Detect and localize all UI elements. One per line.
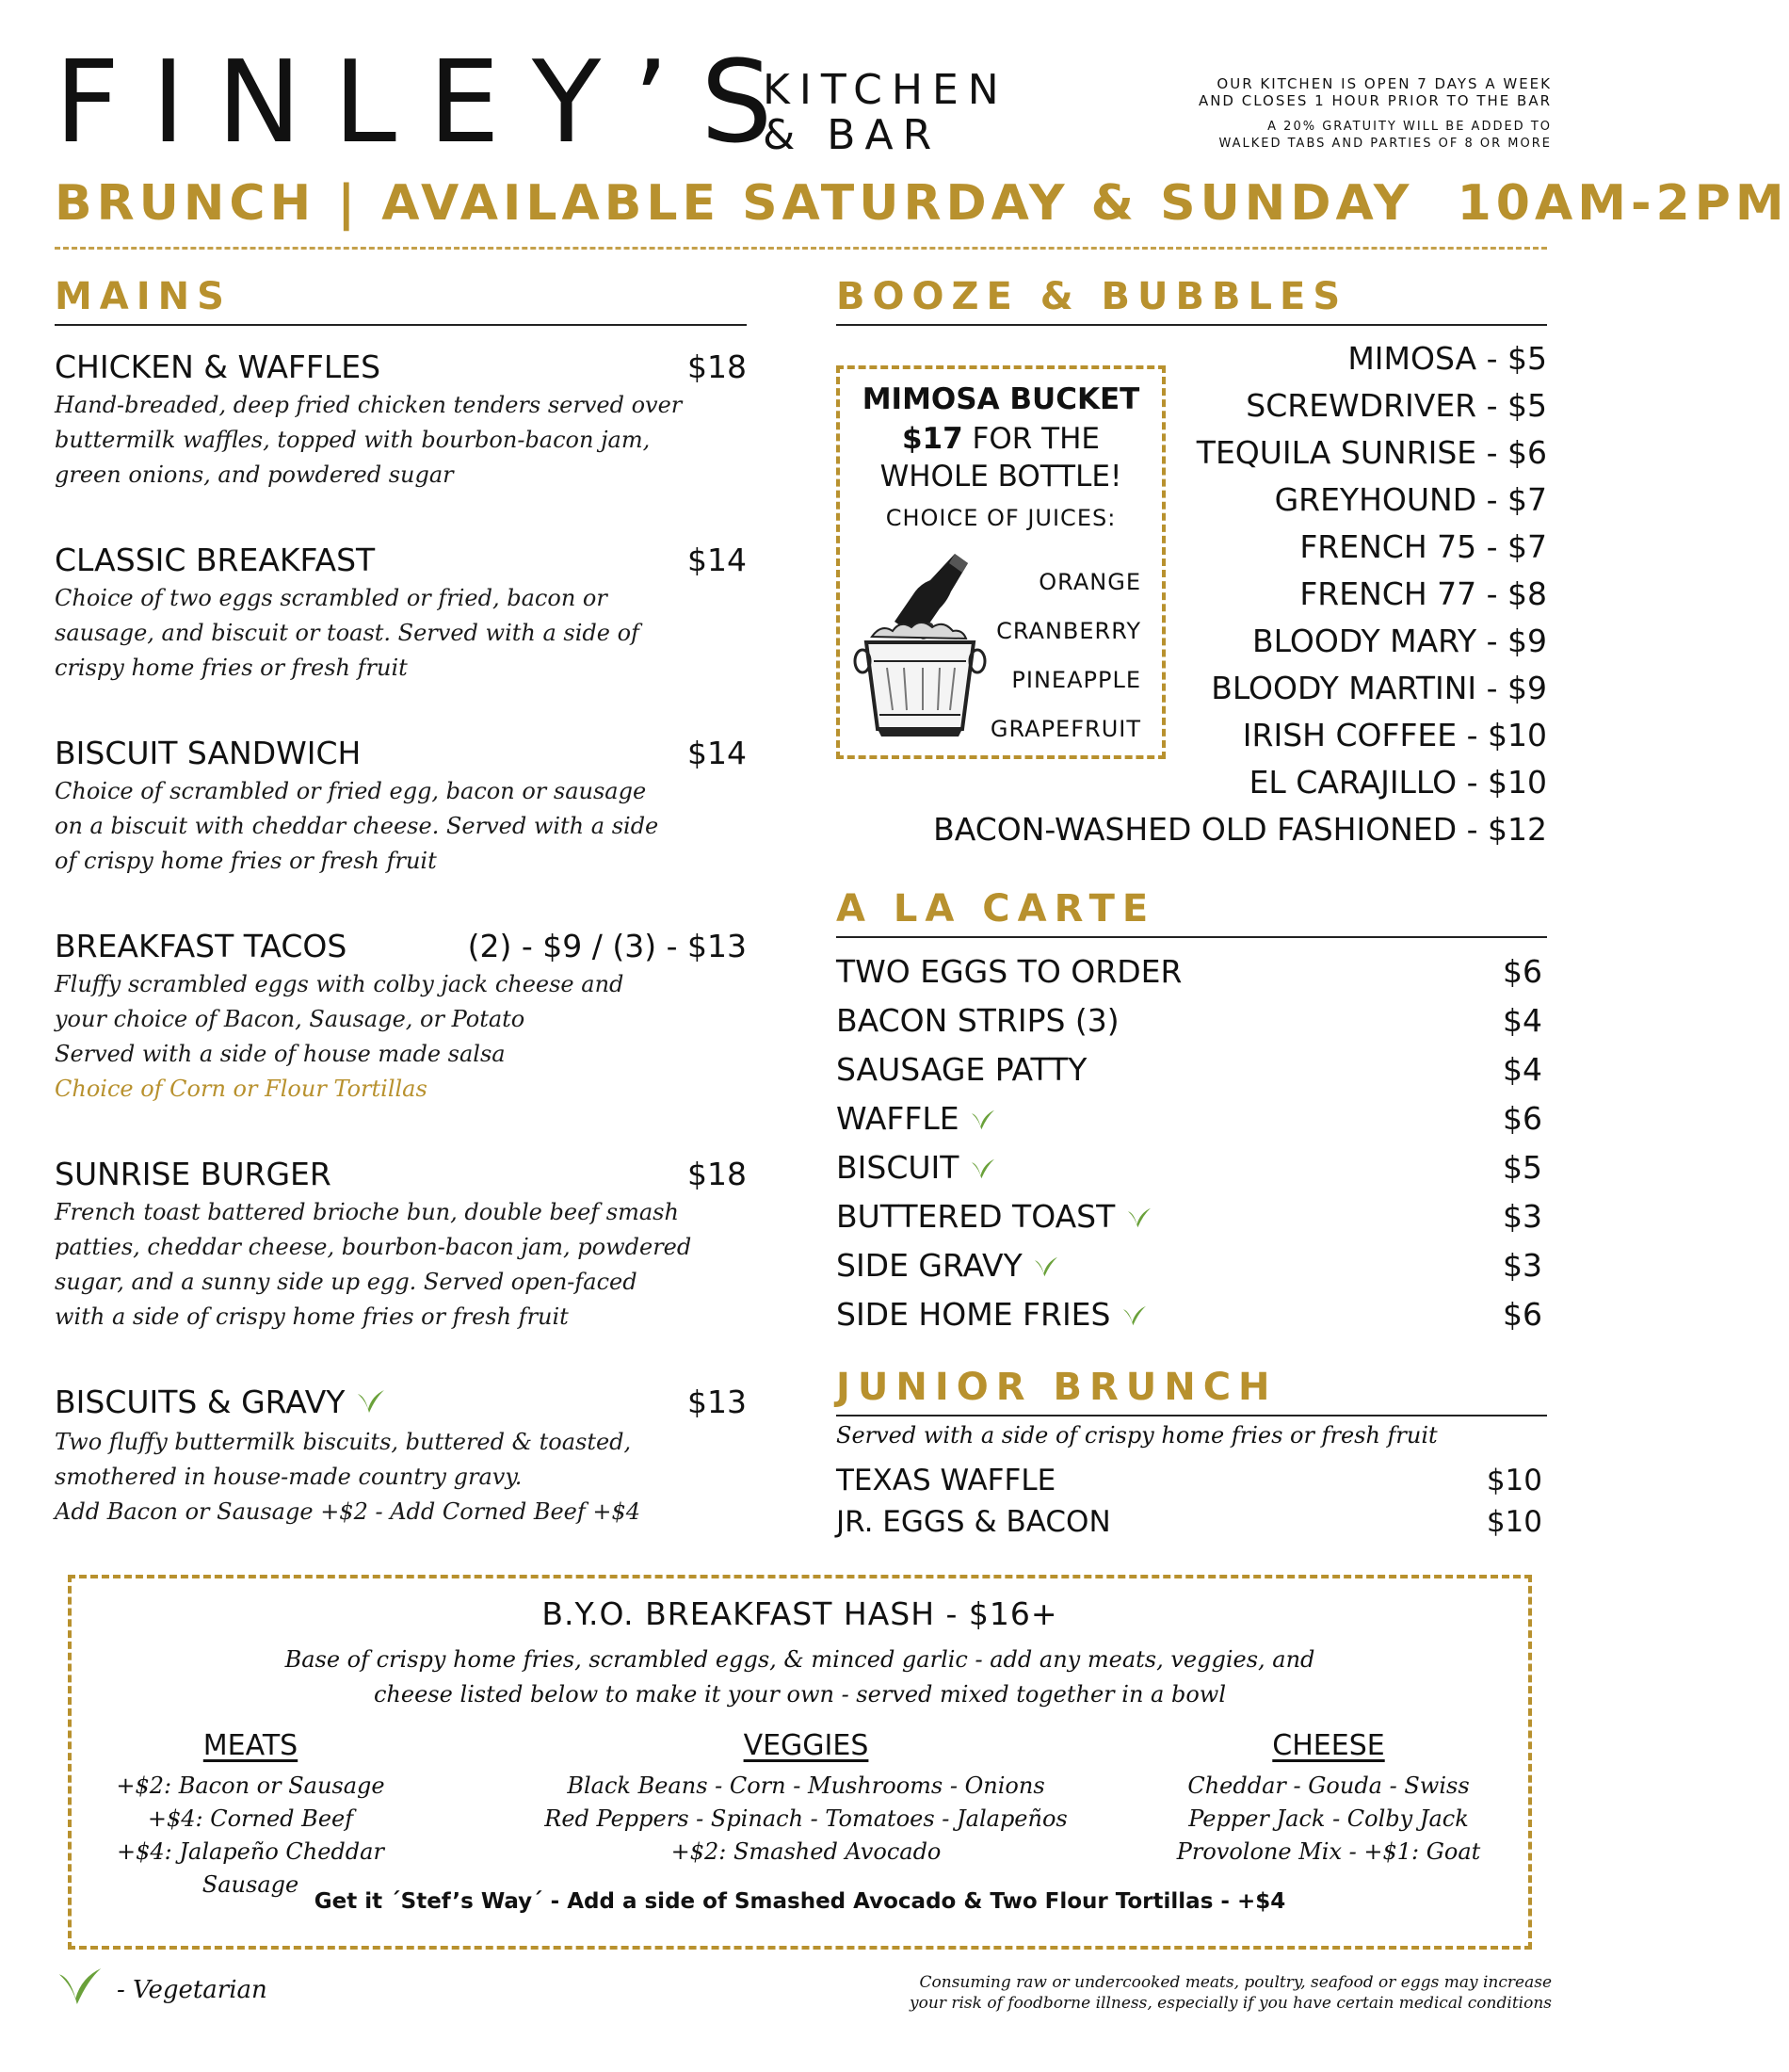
hash-cheese-column: [1154, 1729, 1503, 1869]
drink-item: MIMOSA - $5: [1347, 340, 1547, 377]
brand-name: FINLEY’S: [55, 38, 805, 169]
alc-price: $3: [1503, 1198, 1542, 1235]
bucket-line-2: WHOLE BOTTLE!: [879, 460, 1122, 494]
tortilla-choice-note: Choice of Corn or Flour Tortillas: [55, 1076, 427, 1102]
item-description: [55, 1195, 747, 1335]
drink-item: IRISH COFFEE - $10: [1242, 717, 1547, 753]
desc-line: smothered in house-made country gravy.: [55, 1463, 523, 1490]
item-price: $14: [687, 542, 747, 578]
cheese-line: Provolone Mix - +$1: Goat: [1176, 1838, 1481, 1865]
alc-name: BISCUIT: [836, 1149, 959, 1186]
item-name: CLASSIC BREAKFAST: [55, 542, 376, 578]
alacarte-row: [836, 1049, 1542, 1091]
item-price: (2) - $9 / (3) - $13: [467, 928, 747, 964]
brunch-banner: BRUNCH | AVAILABLE SATURDAY & SUNDAY 10AM-2PM: [55, 175, 1789, 232]
vegetarian-leaf-icon: [1120, 1296, 1149, 1337]
desc-line: sugar, and a sunny side up egg. Served open-faced: [55, 1269, 637, 1295]
alacarte-row: [836, 1000, 1542, 1042]
alc-name: WAFFLE: [836, 1100, 959, 1137]
alc-name: SAUSAGE PATTY: [836, 1051, 1088, 1088]
meats-line: +$4: Jalapeño Cheddar Sausage: [117, 1838, 384, 1898]
desc-line: Fluffy scrambled eggs with colby jack cheese and: [55, 971, 624, 997]
desc-line: French toast battered brioche bun, double beef smash: [55, 1199, 679, 1225]
item-price: $18: [687, 1156, 747, 1192]
alc-price: $4: [1503, 1051, 1542, 1088]
desc-line: Hand-breaded, deep fried chicken tenders served over: [55, 392, 683, 418]
alacarte-divider: [836, 936, 1547, 938]
drink-item: SCREWDRIVER - $5: [1246, 387, 1547, 424]
vegetarian-leaf-icon: [55, 1965, 105, 2015]
alc-name: SIDE HOME FRIES: [836, 1296, 1111, 1333]
drink-item: FRENCH 77 - $8: [1299, 575, 1547, 612]
item-price: $13: [687, 1384, 747, 1420]
brand-subtitle: [763, 68, 1008, 158]
meats-line: +$2: Bacon or Sausage: [116, 1773, 385, 1799]
stefs-way-note: Get it ´Stef’s Way´ - Add a side of Smashed Avocado & Two Flour Tortillas - +$4: [314, 1889, 1286, 1914]
drink-item: FRENCH 75 - $7: [1299, 528, 1547, 565]
item-name: CHICKEN & WAFFLES: [55, 348, 381, 385]
bucket-title: MIMOSA BUCKET: [862, 382, 1140, 416]
drink-list: [933, 335, 1547, 853]
juice-item: GRAPEFRUIT: [990, 716, 1141, 742]
alc-name: BACON STRIPS (3): [836, 1002, 1120, 1039]
alc-price: $6: [1503, 1100, 1542, 1137]
hash-desc-line: Base of crispy home fries, scrambled eggs, & minced garlic - add any meats, veggies, and: [284, 1646, 1315, 1673]
vegetarian-legend: [55, 1965, 267, 2015]
vegetarian-leaf-icon: [969, 1100, 997, 1141]
hash-veggies-column: [524, 1729, 1088, 1869]
drink-item: BLOODY MARTINI - $9: [1211, 670, 1547, 706]
disclaimer-line: Consuming raw or undercooked meats, poultry, seafood or eggs may increase: [919, 1973, 1552, 1992]
disclaimer-line: your risk of foodborne illness, especially if you have certain medical conditions: [910, 1994, 1552, 2013]
item-description: [55, 967, 747, 1072]
brand-subtitle-line-1: KITCHEN: [763, 66, 1008, 114]
alacarte-row: [836, 1147, 1542, 1190]
veggies-title: VEGGIES: [743, 1729, 869, 1762]
desc-line: patties, cheddar cheese, bourbon-bacon jam, powdered: [55, 1234, 692, 1260]
menu-item-breakfast-tacos: [55, 926, 747, 1107]
desc-line: Choice of two eggs scrambled or fried, bacon or: [55, 585, 607, 611]
junior-row: [836, 1505, 1542, 1539]
booze-title: BOOZE & BUBBLES: [836, 275, 1348, 318]
item-description: [55, 581, 747, 686]
notice-line-1: OUR KITCHEN IS OPEN 7 DAYS A WEEK: [1217, 75, 1552, 92]
veggies-line: +$2: Smashed Avocado: [670, 1838, 942, 1865]
alc-price: $6: [1503, 1296, 1542, 1333]
kitchen-notice: [1199, 75, 1552, 153]
juice-item: CRANBERRY: [996, 618, 1141, 644]
jr-name: TEXAS WAFFLE: [836, 1464, 1056, 1497]
junior-note: Served with a side of crispy home fries or fresh fruit: [836, 1422, 1438, 1449]
meats-line: +$4: Corned Beef: [147, 1805, 354, 1832]
veggies-line: Red Peppers - Spinach - Tomatoes - Jalapeños: [544, 1805, 1068, 1832]
drink-item: GREYHOUND - $7: [1274, 481, 1547, 518]
drink-item: EL CARAJILLO - $10: [1249, 764, 1547, 801]
hash-description: [72, 1643, 1528, 1712]
item-name: BISCUITS & GRAVY: [55, 1384, 346, 1420]
desc-line: crispy home fries or fresh fruit: [55, 655, 408, 681]
cheese-title: CHEESE: [1272, 1729, 1385, 1762]
alacarte-row: [836, 1245, 1542, 1288]
desc-line: on a biscuit with cheddar cheese. Served with a side: [55, 813, 659, 839]
alacarte-row: [836, 1196, 1542, 1239]
mains-title: MAINS: [55, 275, 232, 318]
menu-item-biscuits-gravy: [55, 1382, 747, 1530]
item-description: [55, 774, 747, 879]
desc-line: green onions, and powdered sugar: [55, 461, 454, 488]
bucket-choice-label: CHOICE OF JUICES:: [885, 505, 1117, 531]
notice-line-2: AND CLOSES 1 HOUR PRIOR TO THE BAR: [1198, 92, 1552, 109]
desc-line: Add Bacon or Sausage +$2 - Add Corned Beef +$4: [55, 1497, 641, 1525]
bucket-price: $17: [901, 422, 963, 456]
mains-divider: [55, 324, 747, 326]
desc-line: your choice of Bacon, Sausage, or Potato: [55, 1006, 525, 1032]
notice-line-4: WALKED TABS AND PARTIES OF 8 OR MORE: [1218, 137, 1552, 151]
alc-name: BUTTERED TOAST: [836, 1198, 1116, 1235]
food-safety-disclaimer: [910, 1972, 1552, 2014]
junior-row: [836, 1464, 1542, 1497]
alc-price: $5: [1503, 1149, 1542, 1186]
item-description: [55, 1425, 747, 1530]
booze-divider: [836, 324, 1547, 326]
jr-price: $10: [1486, 1505, 1542, 1539]
jr-name: JR. EGGS & BACON: [836, 1505, 1111, 1539]
desc-line: of crispy home fries or fresh fruit: [55, 848, 437, 874]
item-price: $18: [687, 348, 747, 385]
brand-subtitle-line-2: & BAR: [763, 111, 942, 159]
vegetarian-legend-label: - Vegetarian: [117, 1975, 267, 2004]
vegetarian-leaf-icon: [969, 1149, 997, 1190]
alc-price: $3: [1503, 1247, 1542, 1284]
veggies-line: Black Beans - Corn - Mushrooms - Onions: [567, 1773, 1045, 1799]
item-name: BISCUIT SANDWICH: [55, 735, 362, 771]
item-name: SUNRISE BURGER: [55, 1156, 331, 1192]
cheese-line: Pepper Jack - Colby Jack: [1188, 1805, 1469, 1832]
drink-item: BACON-WASHED OLD FASHIONED - $12: [933, 811, 1547, 848]
junior-divider: [836, 1415, 1547, 1416]
menu-item-classic-breakfast: [55, 540, 747, 686]
desc-line: sausage, and biscuit or toast. Served with a side of: [55, 620, 639, 646]
juice-item: PINEAPPLE: [1011, 667, 1141, 693]
item-name: BREAKFAST TACOS: [55, 928, 347, 964]
alc-price: $4: [1503, 1002, 1542, 1039]
alc-price: $6: [1503, 953, 1542, 990]
byo-hash-box: [68, 1575, 1532, 1950]
menu-item-biscuit-sandwich: [55, 733, 747, 879]
banner-divider: [55, 247, 1547, 250]
meats-title: MEATS: [202, 1729, 298, 1762]
vegetarian-leaf-icon: [1032, 1247, 1060, 1288]
vegetarian-leaf-icon: [1125, 1198, 1153, 1239]
menu-item-sunrise-burger: [55, 1154, 747, 1335]
alc-name: SIDE GRAVY: [836, 1247, 1023, 1284]
vegetarian-leaf-icon: [355, 1384, 387, 1425]
drink-item: BLOODY MARY - $9: [1252, 623, 1547, 659]
alacarte-row: [836, 1098, 1542, 1141]
menu-item-chicken-waffles: [55, 347, 747, 493]
hash-title: B.Y.O. BREAKFAST HASH - $16+: [541, 1595, 1058, 1632]
desc-line: with a side of crispy home fries or fresh fruit: [55, 1303, 569, 1330]
juice-item: ORANGE: [1039, 569, 1141, 595]
desc-line: Choice of scrambled or fried egg, bacon or sausage: [55, 778, 647, 804]
bucket-price-text: FOR THE: [962, 422, 1101, 456]
alacarte-row: [836, 1294, 1542, 1337]
jr-price: $10: [1486, 1464, 1542, 1497]
desc-line: Two fluffy buttermilk biscuits, buttered & toasted,: [55, 1428, 632, 1455]
junior-title: JUNIOR BRUNCH: [836, 1366, 1278, 1409]
alc-name: TWO EGGS TO ORDER: [836, 953, 1183, 990]
desc-line: Served with a side of house made salsa: [55, 1041, 506, 1067]
notice-line-3: A 20% GRATUITY WILL BE ADDED TO: [1267, 120, 1552, 134]
item-price: $14: [687, 735, 747, 771]
hash-desc-line: cheese listed below to make it your own - served mixed together in a bowl: [373, 1681, 1227, 1708]
hash-meats-column: [90, 1729, 411, 1902]
drink-item: TEQUILA SUNRISE - $6: [1196, 434, 1547, 471]
desc-line: buttermilk waffles, topped with bourbon-bacon jam,: [55, 427, 651, 453]
alacarte-title: A LA CARTE: [836, 887, 1156, 931]
alacarte-row: [836, 951, 1542, 993]
item-description: [55, 388, 747, 493]
cheese-line: Cheddar - Gouda - Swiss: [1187, 1773, 1470, 1799]
